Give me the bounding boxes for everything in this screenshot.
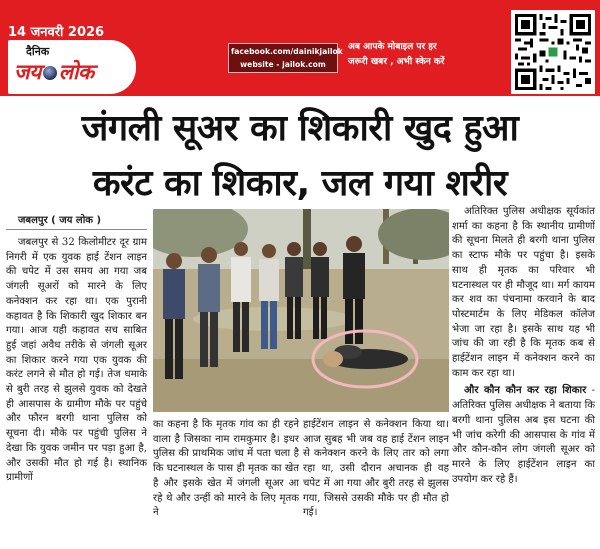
headline-line-1: जंगली सूअर का शिकारी खुद हुआ	[81, 108, 519, 149]
tagline-line-1: अब आपके मोबाइल पर हर	[348, 42, 437, 52]
masthead	[0, 0, 600, 96]
dateline-divider	[6, 229, 147, 230]
headline-line-2: करंट का शिकार, जल गया शरीर	[92, 163, 508, 204]
article-paragraph: हाईटेंशन लाइन से कनेक्शन किया था। आज सुबह भी जब वह हाई टेंशन लाइन से कनेक्शन करने के लिए तार को लगा रहा था, उसी दौरान अचानक ही वह चपेट में आ गया और बुरी तरह से झुलस गया, जिससे उसकी मौके पर ही मौत हो गई।	[303, 419, 449, 519]
article-column-2	[153, 418, 299, 521]
article-paragraph: जबलपुर से 32 किलोमीटर दूर ग्राम निगरी में एक युवक हाई टेंशन लाइन की चपेट में उस समय आ गया जब जंगली सूअरों को मारने के लिए कनेक्शन कर रहा था। एक पुरानी कहावत है कि शिकारी खुद शिकार बन गया। आज यही कहावत सच साबित हुई जहां अवैध तरीके से जंगली सूअर का शिकार करने गया एक युवक की करंट लगने से मौत हो गई। तेज धमाके से बुरी तरह से झुलसे युवक को देखते ही आसपास के ग्रामीण मौके पर पहुंचे और फौरन बरगी थाना पुलिस को सूचना दी। मौके पर पहुंची पुलिस ने देखा कि युवक जमीन पर पड़ा हुआ है, और उसकी मौत हो गई है। स्थानिक ग्रामीणों	[6, 237, 147, 484]
qr-tagline	[348, 40, 508, 70]
logo-daily-label: दैनिक	[26, 45, 50, 58]
website-link[interactable]: website - jailok.com	[240, 60, 326, 69]
news-photo	[153, 209, 449, 412]
article-column-4	[452, 205, 595, 487]
inline-subheading: और कौन कौन कर रहा शिकार	[464, 385, 587, 397]
headline	[0, 101, 600, 211]
dateline: जबलपुर ( जय लोक )	[18, 215, 102, 226]
article-paragraph: का कहना है कि मृतक गांव का ही रहने वाला है जिसका नाम रामकुमार है। इधर पुलिस की प्राथमिक जांच में पता चला है कि घटनास्थल के पास ही मृतक का खेत है और इसके खेत में जंगली सूअर आ रहे थे और उन्हीं को मारने के लिए मृतक ने	[153, 419, 299, 519]
article-paragraph: अतिरिक्त पुलिस अधीक्षक सूर्यकांत शर्मा का कहना है कि स्थानीय ग्रामीणों की सूचना मिलते ही बरगी थाना पुलिस का स्टाफ मौके पर पहुंचा है। इसके साथ ही मृतक का परिवार भी घटनास्थल पर ही मौजूद था। मर्ग कायम कर शव का पंचनामा करवाने के बाद पोस्टमार्टम के लिए मेडिकल कॉलेज भेजा जा रहा है। इसके साथ यह भी जांच की जा रही है कि मृतक कब से हाईटेंशन लाइन में कनेक्शन करने का काम कर रहा था।	[452, 206, 595, 379]
article-column-3	[303, 418, 449, 521]
globe-icon	[43, 66, 57, 80]
logo-word-left: जय	[14, 60, 41, 84]
newspaper-logo	[14, 58, 94, 86]
social-info-box	[228, 43, 343, 73]
article-paragraph-subhead	[452, 384, 595, 487]
tagline-line-2: जरूरी खबर , अभी स्केन करें	[348, 57, 445, 67]
article-column-1	[6, 236, 147, 486]
article-paragraph: - अतिरिक्त पुलिस अधीक्षक ने बताया कि बरगी थाना पुलिस अब इस घटना की भी जांच करेगी की आसपास के गांव में और कौन-कौन लोग जंगली सूअर को मारने के लिए हाईटेंशन लाइन का उपयोग कर रहे हैं।	[452, 385, 595, 485]
qr-code-icon[interactable]	[511, 10, 595, 94]
logo-word-right: लोक	[58, 60, 94, 84]
facebook-link[interactable]: facebook.com/dainikjailok	[231, 47, 343, 56]
edition-date: 14 जनवरी 2026	[8, 25, 105, 40]
